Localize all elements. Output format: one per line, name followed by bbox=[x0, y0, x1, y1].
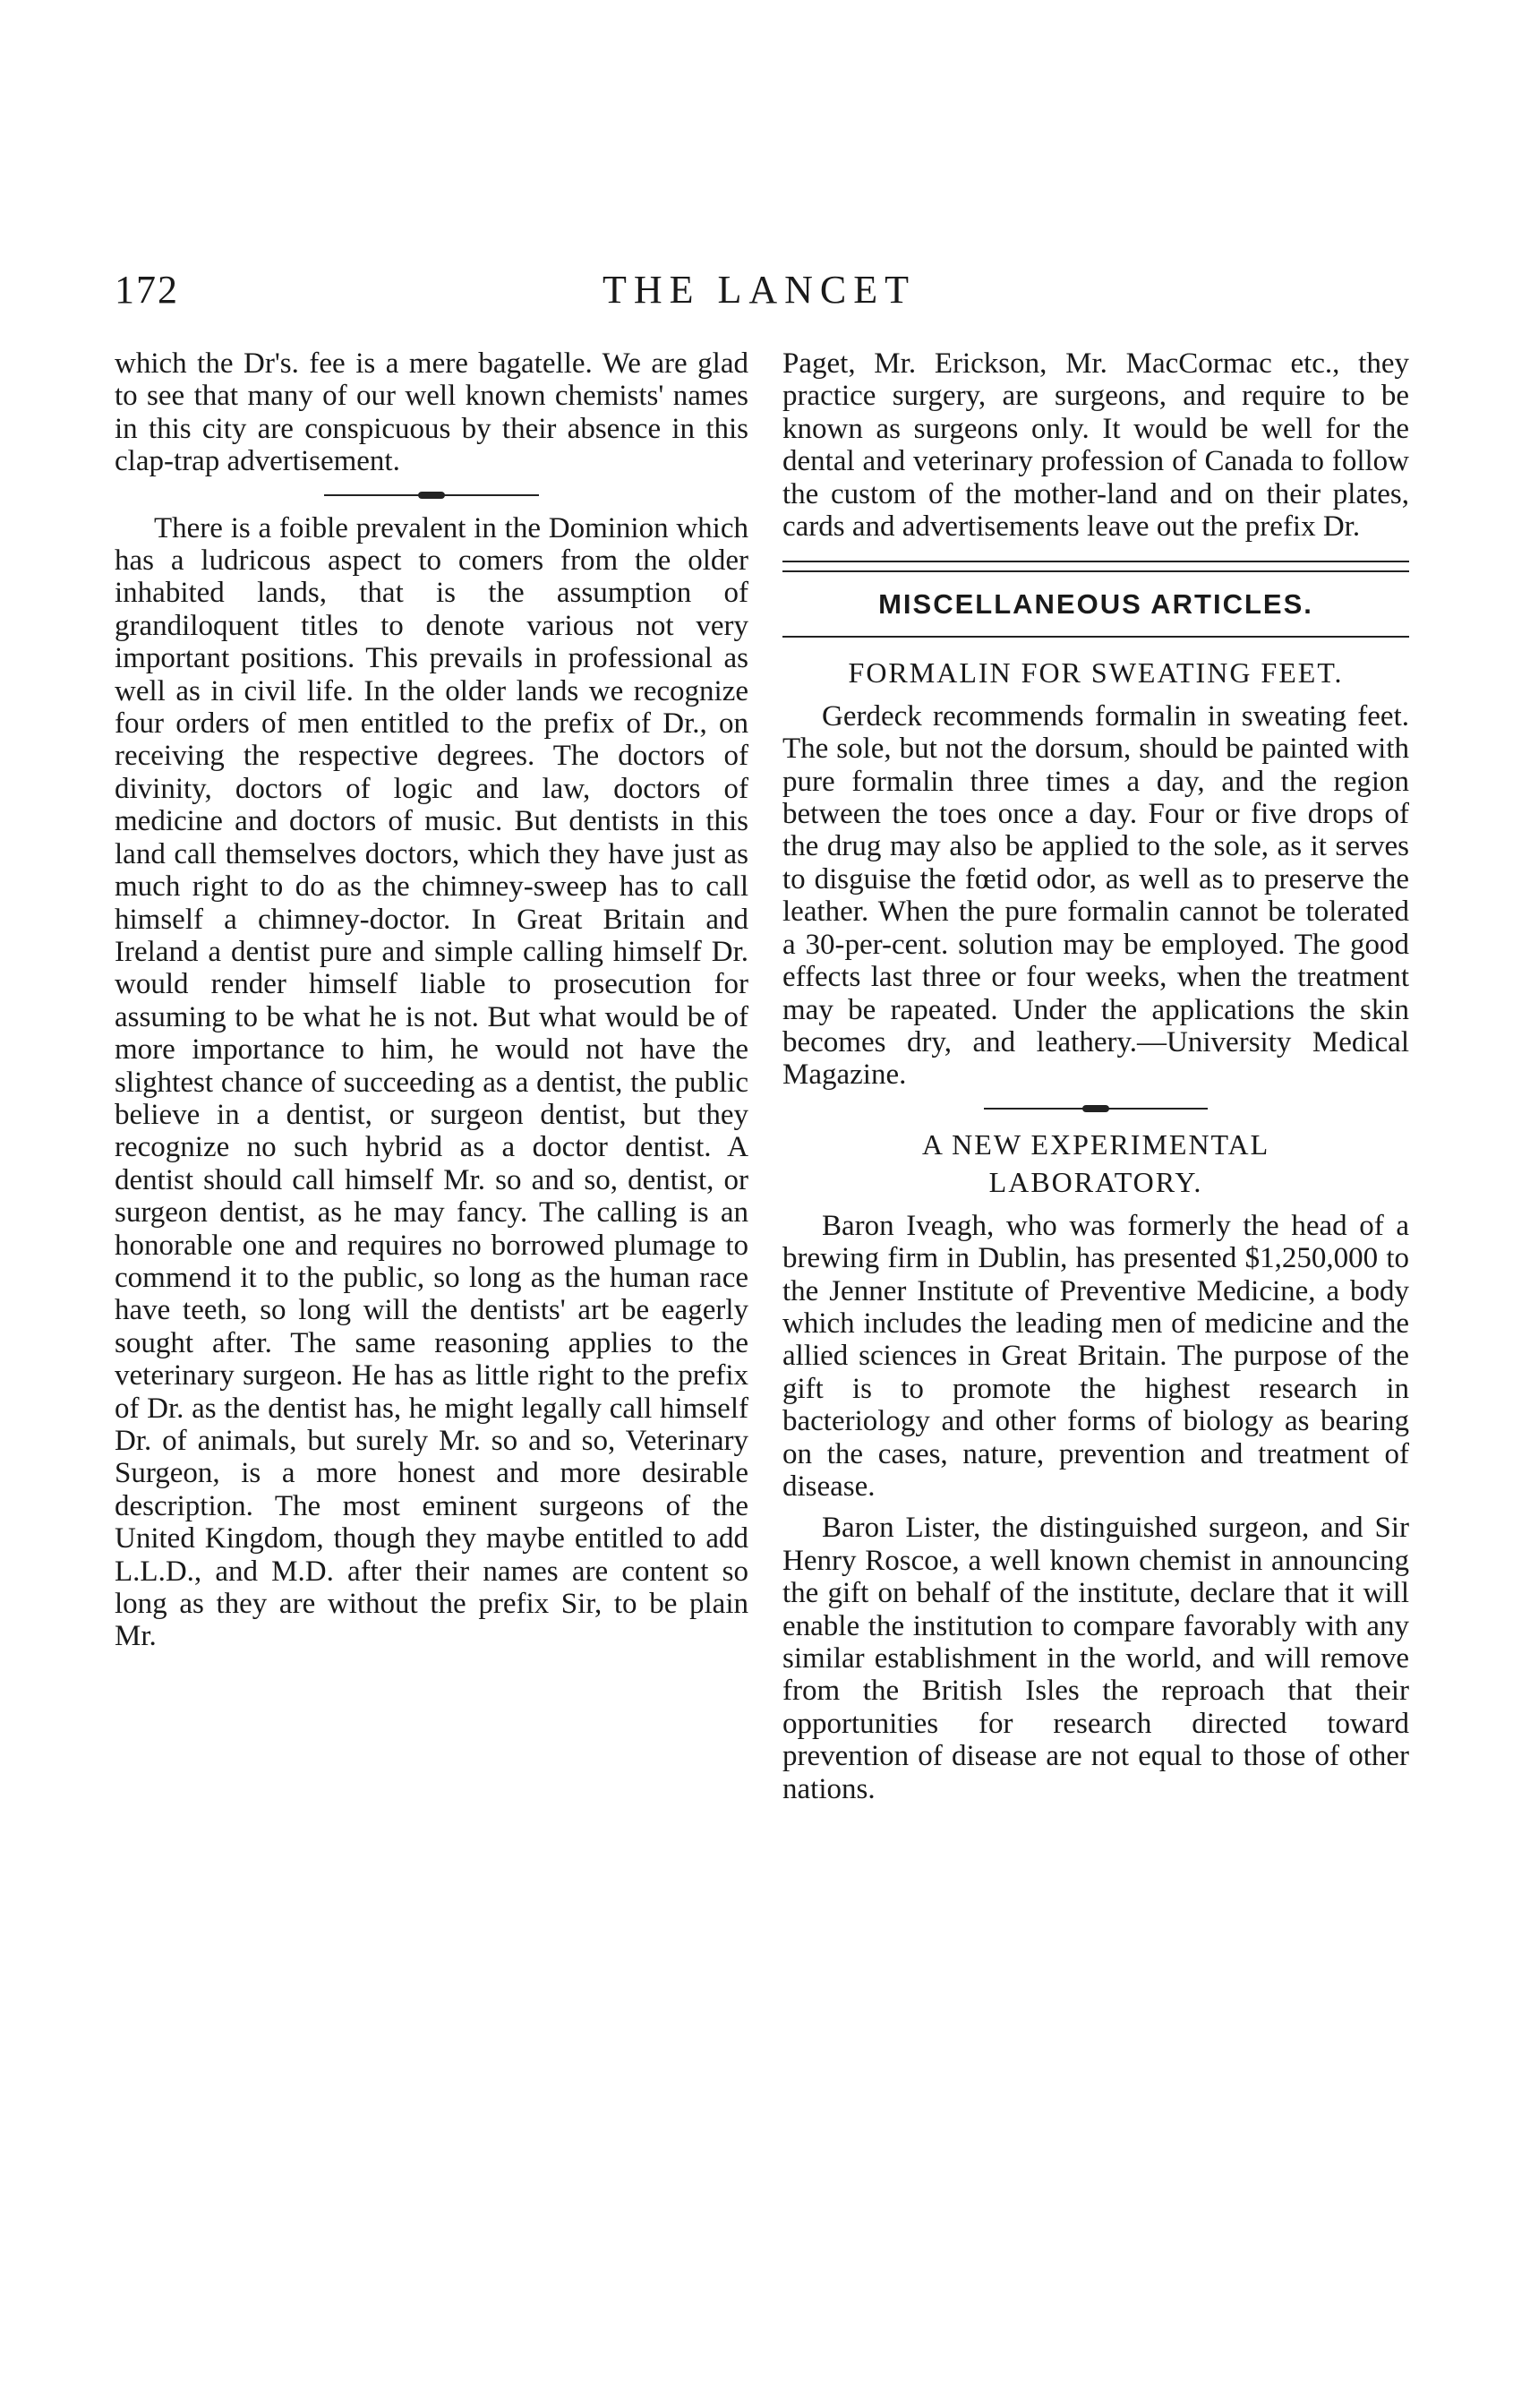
article-body-laboratory-p2: Baron Lister, the distinguished surgeon, and Sir Henry Roscoe, a well known chemist in announcing the gift on behalf of the institute, declare that it will enable the institution to compare favorably with any similar establishment in the world, and will remove from the British Isles the reproach that their opportunities for research directed toward prevention of disease are not equal to those of other nations. bbox=[782, 1512, 1409, 1805]
article-body-formalin: Gerdeck recommends formalin in sweating feet. The sole, but not the dorsum, should be painted with pure formalin three times a day, and the region between the toes once a day. Four or five drops of the drug may also be applied to the sole, as it serves to disguise the fœtid odor, as well as to preserve the leather. When the pure formalin cannot be tolerated a 30-per-cent. solution may be employed. The good effects last three or four weeks, when the treatment may be rapeated. Under the applications the skin becomes dry, and leathery.—University Medical Magazine. bbox=[782, 699, 1409, 1092]
running-title: THE LANCET bbox=[602, 268, 917, 312]
double-rule bbox=[782, 561, 1409, 572]
continued-paragraph: which the Dr's. fee is a mere bagatelle. We are glad to see that many of our well known chemists' names in this city are conspicuous by their absence in this clap-trap advertisement. bbox=[115, 347, 748, 478]
article-title-line1: A NEW EXPERIMENTAL bbox=[921, 1127, 1270, 1161]
article-divider bbox=[984, 1108, 1208, 1110]
article-body-laboratory-p1: Baron Iveagh, who was formerly the head of a brewing firm in Dublin, has presented $1,250,000 to the Jenner Institute of Preventive Medicine, a body which includes the leading men of medicine and the allied sciences in Great Britain. The purpose of the gift is to promote the highest research in bacteriology and other forms of biology as bearing on the cases, nature, prevention and treatment of disease. bbox=[782, 1209, 1409, 1503]
single-rule bbox=[782, 636, 1409, 638]
article-title-formalin: FORMALIN FOR SWEATING FEET. bbox=[848, 656, 1344, 689]
editorial-paragraph: There is a foible prevalent in the Dominion which has a ludricous aspect to comers from the older inhabited lands, that is the assumption of grandiloquent titles to denote various not very important positions. This prevails in professional as well as in civil life. In the older lands we recognize four orders of men entitled to the prefix of Dr., on receiving the respective degrees. The doctors of divinity, doctors of logic and law, doctors of medicine and doctors of music. But dentists in this land call themselves doctors, which they have just as much right to do as the chimney-sweep has to call himself a chimney-doctor. In Great Britain and Ireland a dentist pure and simple calling himself Dr. would render himself liable to prosecution for assuming to be what he is not. But what would be of more importance to him, he would not have the slightest chance of succeeding as a dentist, the public believe in a dentist, or surgeon dentist, but they recognize no such hybrid as a doctor dentist. A dentist should call himself Mr. so and so, dentist, or surgeon dentist, as he may fancy. The calling is an honorable one and requires no borrowed plumage to commend it to the public, so long as the human race have teeth, so long will the dentists' art be eagerly sought after. The same reasoning applies to the veterinary surgeon. He has as little right to the prefix of Dr. as the dentist has, he might legally call himself Dr. of animals, but surely Mr. so and so, Veterinary Surgeon, is a more honest and more desirable description. The most eminent surgeons of the United Kingdom, though they maybe entitled to add L.L.D., and M.D. after their names are content so long as they are without the prefix Sir, to be plain Mr. bbox=[115, 511, 748, 1653]
right-column bbox=[782, 347, 1409, 1805]
article-title-laboratory bbox=[782, 1126, 1409, 1201]
article-title-line2: LABORATORY. bbox=[988, 1165, 1203, 1198]
left-column bbox=[115, 347, 748, 1653]
section-heading: MISCELLANEOUS ARTICLES. bbox=[878, 588, 1313, 621]
page-header bbox=[115, 267, 1404, 321]
section-divider bbox=[324, 494, 539, 496]
continued-paragraph-right: Paget, Mr. Erickson, Mr. MacCormac etc., they practice surgery, are surgeons, and require to be known as surgeons only. It would be well for the dental and veterinary profession of Canada to follow the custom of the mother-land and on their plates, cards and advertisements leave out the prefix Dr. bbox=[782, 347, 1409, 544]
page-number: 172 bbox=[115, 268, 179, 312]
